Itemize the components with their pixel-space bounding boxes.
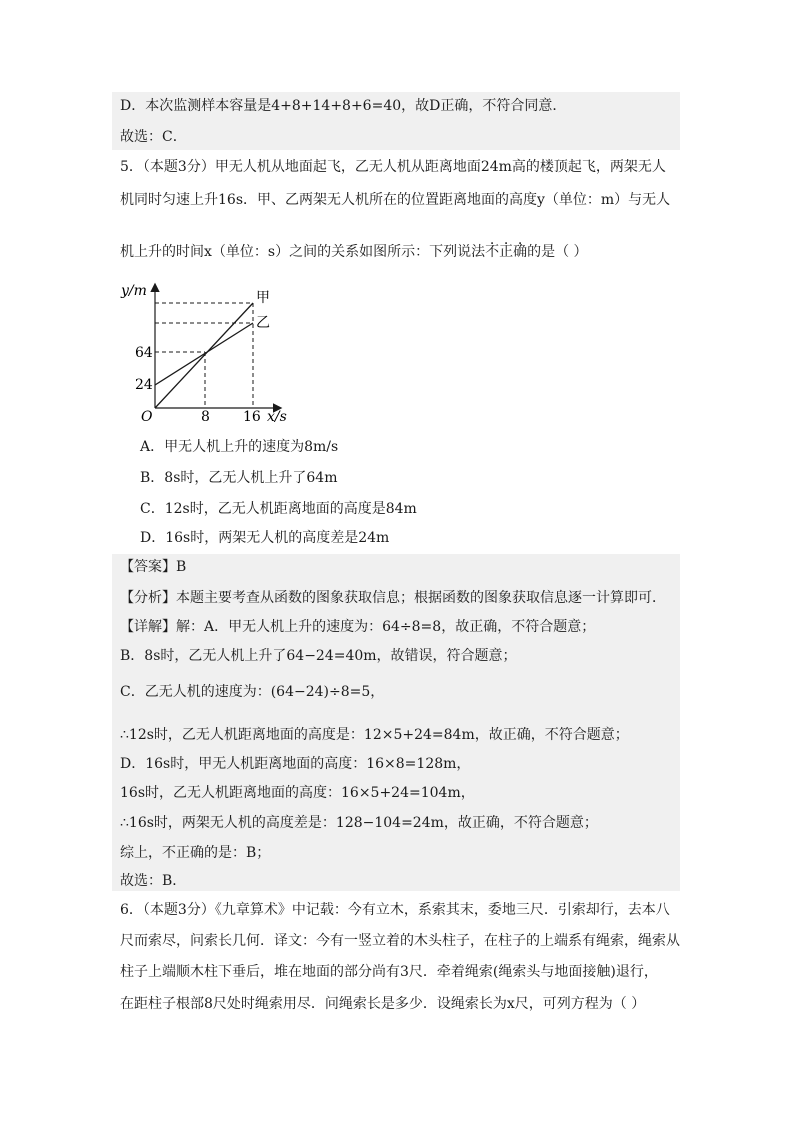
q5-detail-5: D．16s时，甲无人机距离地面的高度：16×8=128m， <box>120 756 471 772</box>
q5-graph <box>115 275 315 425</box>
q5-stem-line3-b: 的是（ ） <box>527 244 588 260</box>
q5-option-d: D．16s时，两架无人机的高度差是24m <box>140 530 390 546</box>
prev-solution-choice: 故选：C． <box>120 129 187 145</box>
q5-detail-2: B．8s时，乙无人机上升了64−24=40m，故错误，符合题意； <box>120 648 517 664</box>
emphasis-dot-char: 确 <box>513 244 528 260</box>
y-tick-24: 24 <box>135 377 153 393</box>
q5-option-b: B．8s时，乙无人机上升了64m <box>140 470 338 486</box>
x-tick-16: 16 <box>243 409 261 425</box>
q5-option-a: A．甲无人机上升的速度为8m/s <box>140 439 339 455</box>
q5-summary: 综上，不正确的是：B； <box>120 845 271 861</box>
x-axis-label: x/s <box>267 409 287 425</box>
y-tick-64: 64 <box>135 345 153 361</box>
x-tick-8: 8 <box>201 409 210 425</box>
prev-solution-d: D．本次监测样本容量是4+8+14+8+6=40，故D正确，不符合同意． <box>120 98 567 114</box>
q5-option-c: C．12s时，乙无人机距离地面的高度是84m <box>140 501 417 517</box>
q5-analysis: 【分析】本题主要考查从函数的图象获取信息；根据函数的图象获取信息逐一计算即可． <box>120 590 666 606</box>
q5-stem-line1: 5．（本题3分）甲无人机从地面起飞，乙无人机从距离地面24m高的楼顶起飞，两架无人 <box>120 159 666 175</box>
q5-detail-1: 【详解】解：A．甲无人机上升的速度为：64÷8=8，故正确，不符合题意； <box>120 619 596 635</box>
q5-stem-line3 <box>120 242 588 262</box>
q5-detail-4: ∴12s时，乙无人机距离地面的高度是：12×5+24=84m，故正确，不符合题意； <box>120 727 629 743</box>
q6-line-2: 尺而索尽，问索长几何．译文：今有一竖立着的木头柱子，在柱子的上端系有绳索，绳索从 <box>120 933 680 949</box>
line-yi <box>155 323 253 385</box>
line-yi-label: 乙 <box>256 315 270 331</box>
emphasis-dot-char: 不 <box>485 244 500 260</box>
q6-line-1: 6．（本题3分）《九章算术》中记载：今有立木，系索其末，委地三尺．引索却行，去本八 <box>120 902 670 918</box>
y-axis-label: y/m <box>121 283 147 299</box>
q5-detail-3: C．乙无人机的速度为：(64−24)÷8=5， <box>120 684 385 700</box>
q5-stem-line3-a: 机上升的时间x（单位：s）之间的关系如图所示：下列说法 <box>120 244 486 260</box>
q6-line-4: 在距柱子根部8尺处时绳索用尽．问绳索长是多少．设绳索长为x尺，可列方程为（ ） <box>120 996 646 1012</box>
origin-label: O <box>141 409 153 425</box>
q5-answer: 【答案】B <box>120 559 187 575</box>
q5-detail-7: ∴16s时，两架无人机的高度差是：128−104=24m，故正确，不符合题意； <box>120 815 598 831</box>
q6-line-3: 柱子上端顺木柱下垂后，堆在地面的部分尚有3尺．牵着绳索(绳索头与地面接触)退行， <box>120 964 658 980</box>
line-jia <box>155 303 253 408</box>
emphasis-dot-char: 正 <box>499 244 514 260</box>
q5-detail-6: 16s时，乙无人机距离地面的高度：16×5+24=104m， <box>120 785 475 801</box>
q5-choice: 故选：B． <box>120 873 187 889</box>
q5-stem-line2: 机同时匀速上升16s．甲、乙两架无人机所在的位置距离地面的高度y（单位：m）与无人 <box>120 192 671 208</box>
line-jia-label: 甲 <box>256 290 270 306</box>
